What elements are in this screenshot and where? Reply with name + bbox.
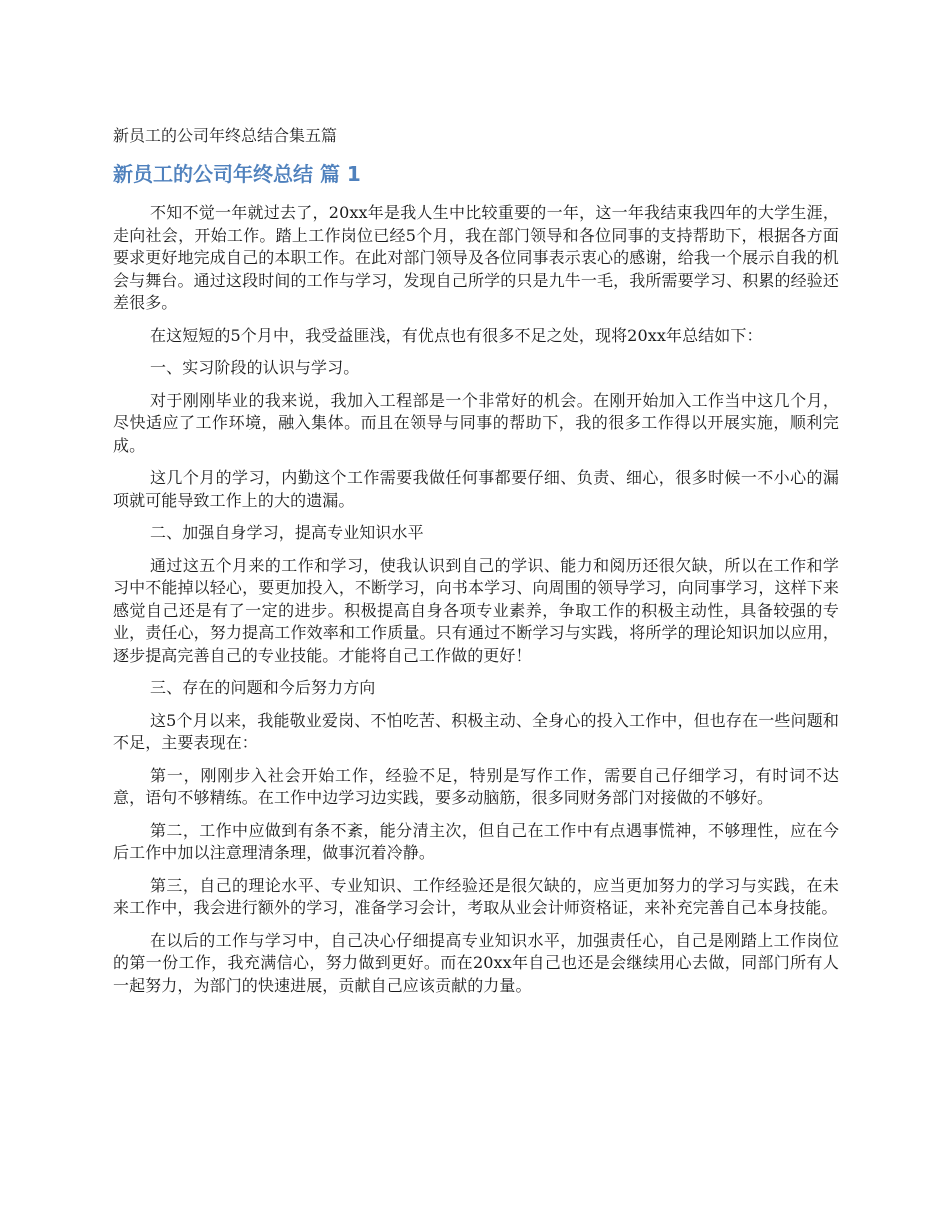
paragraph: 这几个月的学习，内勤这个工作需要我做任何事都要仔细、负责、细心，很多时候一不小心的漏项就可能导致工作上的大的遗漏。 bbox=[113, 468, 839, 510]
paragraph: 对于刚刚毕业的我来说，我加入工程部是一个非常好的机会。在刚开始加入工作当中这几个月，尽快适应了工作环境，融入集体。而且在领导与同事的帮助下，我的很多工作得以开展实施，顺利完成。 bbox=[113, 390, 839, 455]
paragraph: 第三，自己的理论水平、专业知识、工作经验还是很欠缺的，应当更加努力的学习与实践，在未来工作中，我会进行额外的学习，准备学习会计，考取从业会计师资格证，来补充完善自己本身技能。 bbox=[113, 875, 839, 917]
document-page bbox=[113, 124, 839, 1007]
paragraph: 第一，刚刚步入社会开始工作，经验不足，特别是写作工作，需要自己仔细学习，有时词不达意，语句不够精练。在工作中边学习边实践，要多动脑筋，很多同财务部门对接做的不够好。 bbox=[113, 765, 839, 807]
paragraph: 一、实习阶段的认识与学习。 bbox=[150, 358, 360, 377]
paragraph: 三、存在的问题和今后努力方向 bbox=[150, 678, 376, 697]
paragraph: 不知不觉一年就过去了，20xx年是我人生中比较重要的一年，这一年我结束我四年的大学生涯，走向社会，开始工作。踏上工作岗位已经5个月，我在部门领导和各位同事的支持帮助下，根据各方面要求更好地完成自己的本职工作。在此对部门领导及各位同事表示衷心的感谢，给我一个展示自我的机会与舞台。通过这段时间的工作与学习，发现自己所学的只是九牛一毛，我所需要学习、积累的经验还差很多。 bbox=[113, 203, 839, 312]
paragraph: 二、加强自身学习，提高专业知识水平 bbox=[150, 523, 424, 542]
document-title: 新员工的公司年终总结合集五篇 bbox=[113, 126, 338, 145]
paragraph: 第二，工作中应做到有条不紊，能分清主次，但自己在工作中有点遇事慌神，不够理性，应在今后工作中加以注意理清条理，做事沉着冷静。 bbox=[113, 820, 839, 862]
section-heading: 新员工的公司年终总结 篇 1 bbox=[113, 162, 361, 186]
paragraph: 这5个月以来，我能敬业爱岗、不怕吃苦、积极主动、全身心的投入工作中，但也存在一些问题和不足，主要表现在： bbox=[113, 710, 839, 752]
paragraph: 在以后的工作与学习中，自己决心仔细提高专业知识水平，加强责任心，自己是刚踏上工作岗位的第一份工作，我充满信心，努力做到更好。而在20xx年自己也还是会继续用心去做，同部门所有人一起努力，为部门的快速进展，贡献自己应该贡献的力量。 bbox=[113, 930, 839, 995]
paragraph: 通过这五个月来的工作和学习，使我认识到自己的学识、能力和阅历还很欠缺，所以在工作和学习中不能掉以轻心，要更加投入，不断学习，向书本学习、向周围的领导学习，向同事学习，这样下来感觉自己还是有了一定的进步。积极提高自身各项专业素养，争取工作的积极主动性，具备较强的专业，责任心，努力提高工作效率和工作质量。只有通过不断学习与实践，将所学的理论知识加以应用，逐步提高完善自己的专业技能。才能将自己工作做的更好！ bbox=[113, 555, 839, 665]
paragraph: 在这短短的5个月中，我受益匪浅，有优点也有很多不足之处，现将20xx年总结如下： bbox=[150, 325, 763, 345]
